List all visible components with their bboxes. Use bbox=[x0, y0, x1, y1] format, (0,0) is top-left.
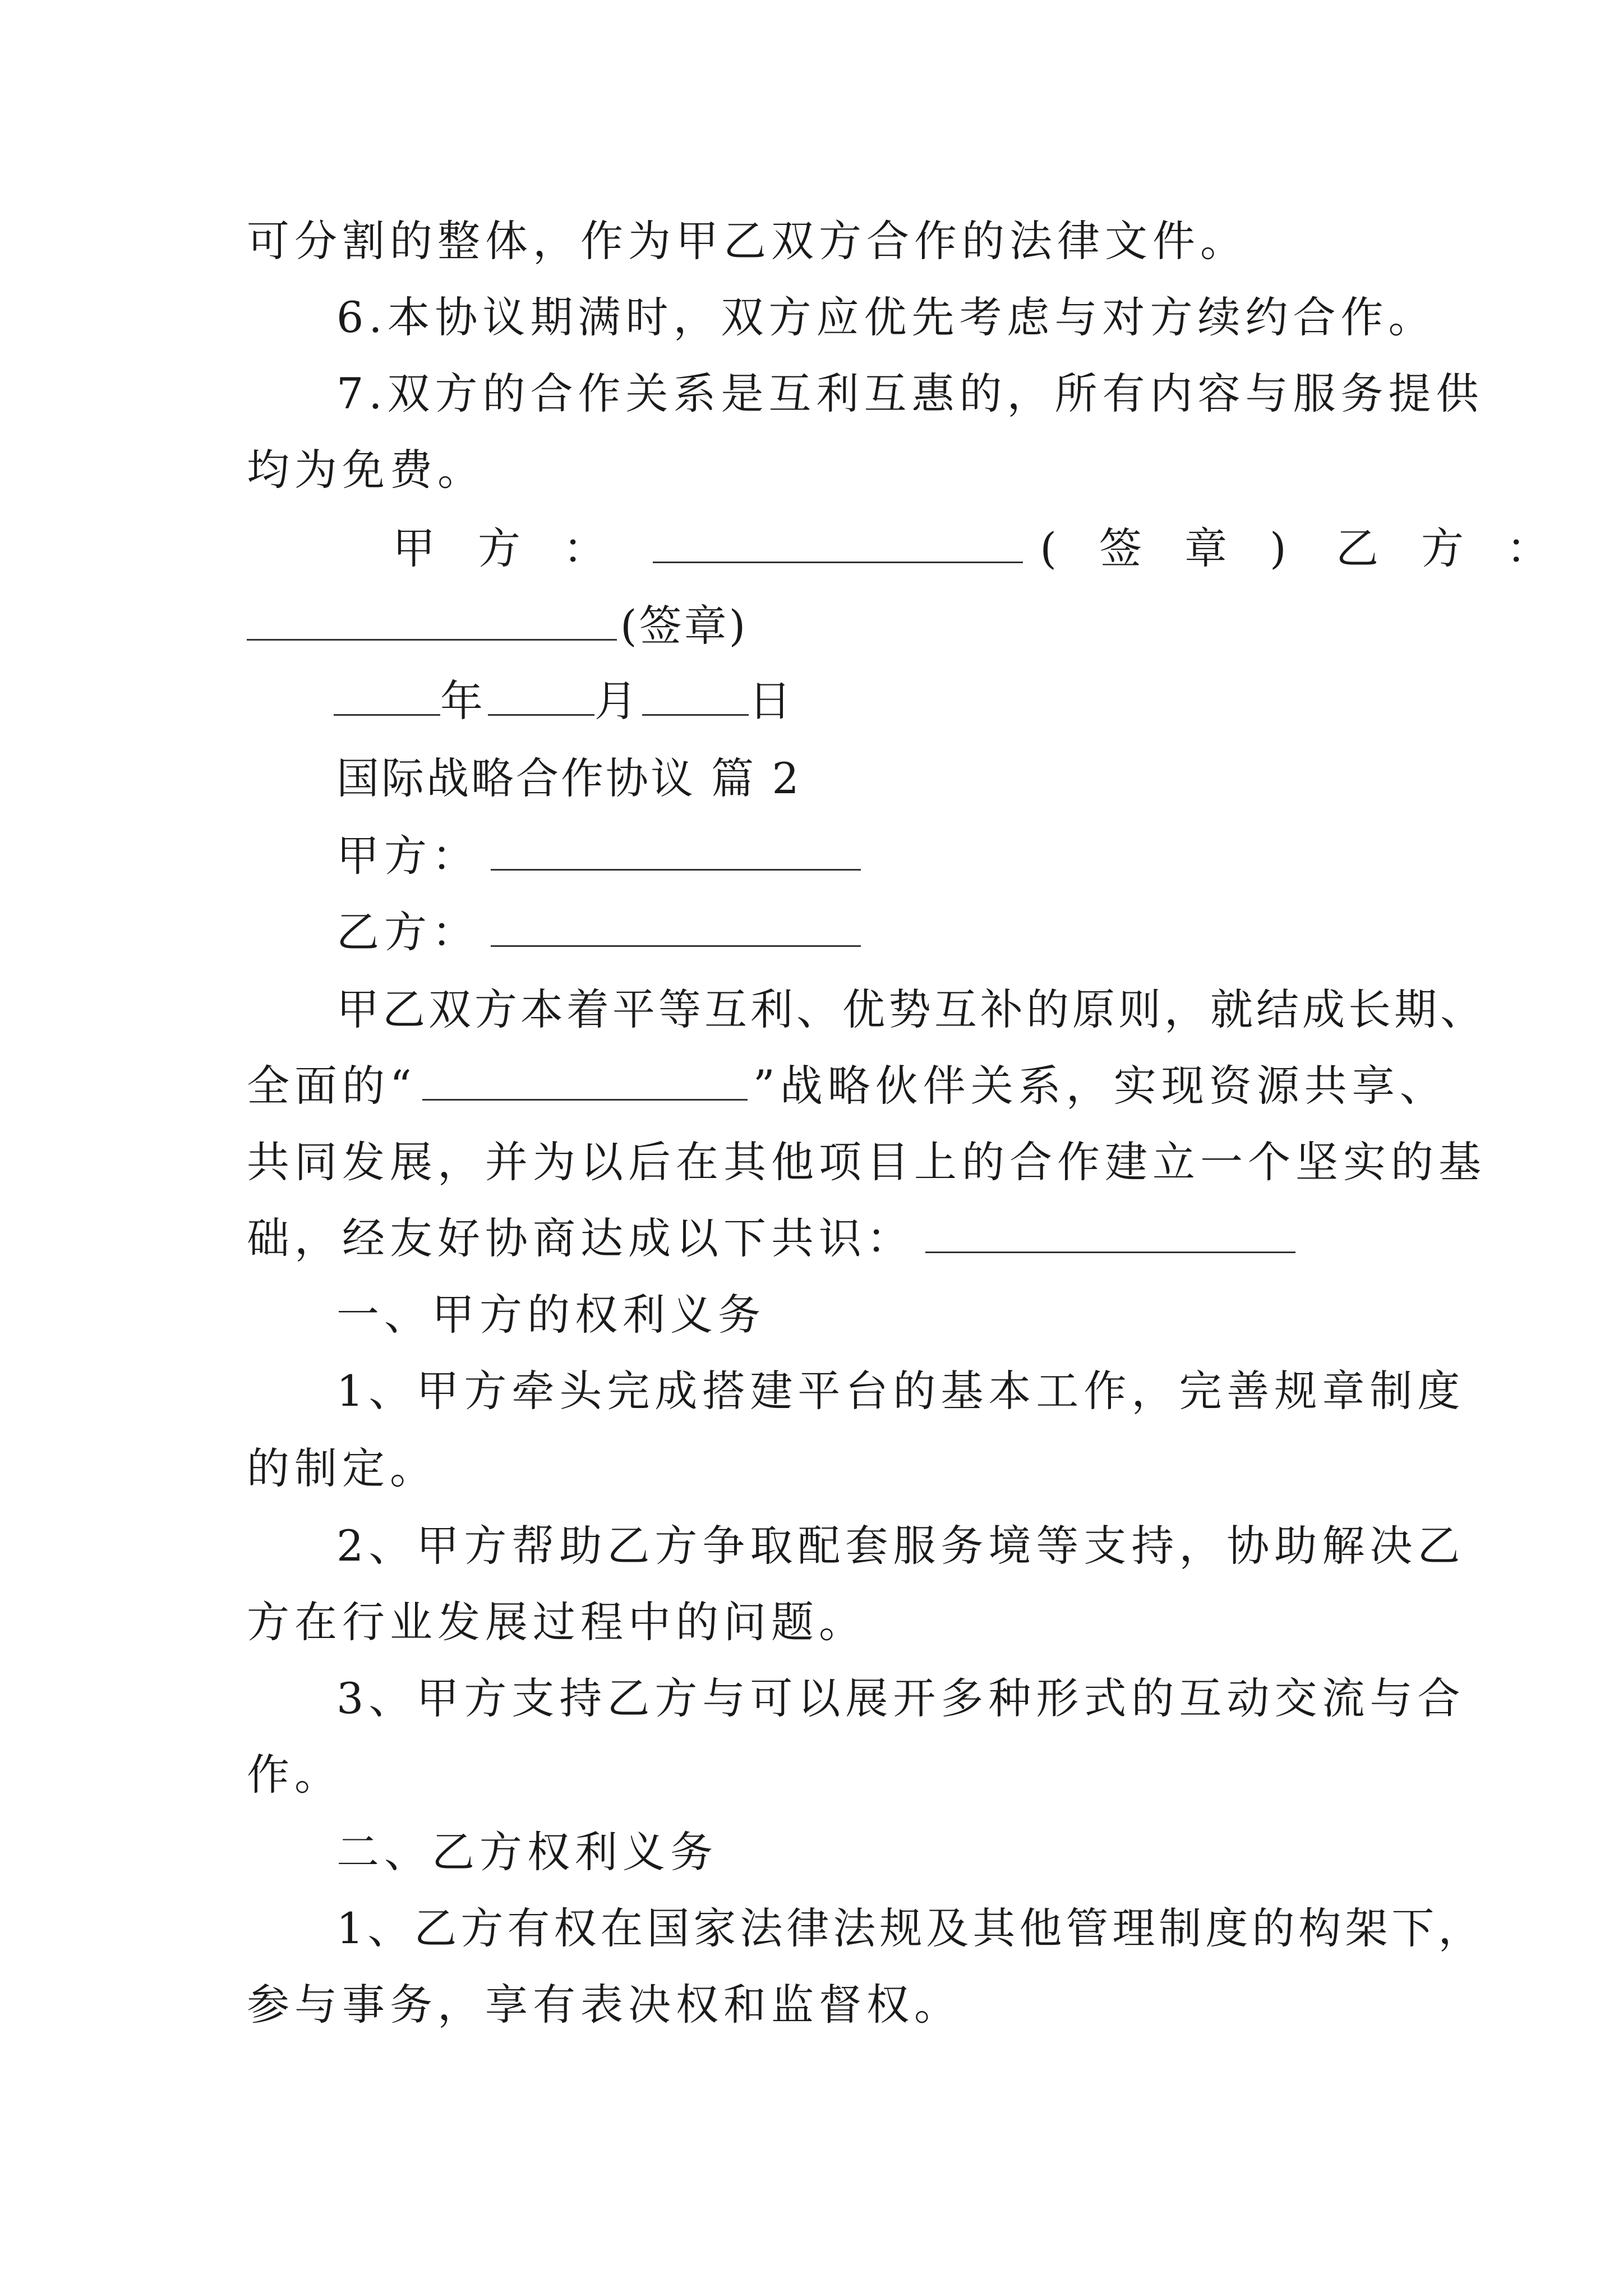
date-row bbox=[334, 676, 796, 726]
text-line: 均为免费。 bbox=[247, 445, 485, 495]
text-fragment: 全面的“ bbox=[247, 1061, 417, 1111]
party-b-blank bbox=[491, 945, 861, 947]
party-a-blank bbox=[491, 869, 861, 871]
text-line: 作。 bbox=[247, 1750, 342, 1800]
text-line: 7.双方的合作关系是互利互惠的，所有内容与服务提供 bbox=[336, 369, 1484, 418]
text-fragment: ”战略伙伴关系，实现资源共享、 bbox=[753, 1061, 1447, 1111]
party-b-field bbox=[336, 907, 864, 957]
signature-row-a bbox=[393, 523, 1549, 573]
day-label: 日 bbox=[749, 676, 796, 726]
heading-party-a-rights: 一、甲方的权利义务 bbox=[336, 1290, 766, 1340]
year-blank bbox=[334, 714, 440, 716]
signature-blank-b bbox=[247, 639, 617, 641]
year-label: 年 bbox=[440, 676, 488, 726]
month-blank bbox=[488, 714, 594, 716]
party-a-label: 甲 方 ： bbox=[393, 523, 606, 573]
seal-label-b: (签章) bbox=[620, 601, 748, 651]
party-b-label: 乙 方 ： bbox=[1336, 523, 1549, 573]
text-line: 方在行业发展过程中的问题。 bbox=[247, 1597, 866, 1647]
text-line: 3、甲方支持乙方与可以展开多种形式的互动交流与合 bbox=[336, 1673, 1465, 1723]
section-title: 国际战略合作协议 篇 2 bbox=[336, 753, 801, 803]
text-line: 共同发展，并为以后在其他项目上的合作建立一个坚实的基 bbox=[247, 1137, 1486, 1187]
text-line: 1、甲方牵头完成搭建平台的基本工作，完善规章制度 bbox=[336, 1366, 1465, 1416]
signature-blank-a bbox=[653, 562, 1023, 563]
text-line: 6.本协议期满时，双方应优先考虑与对方续约合作。 bbox=[336, 292, 1436, 342]
seal-label-a: ( 签 章 ) bbox=[1040, 523, 1287, 573]
party-b-field-label: 乙方： bbox=[336, 907, 479, 957]
month-label: 月 bbox=[594, 676, 642, 726]
text-line: 参与事务，享有表决权和监督权。 bbox=[247, 1980, 962, 2030]
party-a-field bbox=[336, 831, 864, 881]
text-line bbox=[247, 1061, 1447, 1111]
partnership-blank bbox=[422, 1099, 748, 1101]
heading-party-b-rights: 二、乙方权利义务 bbox=[336, 1827, 718, 1877]
text-fragment: 础，经友好协商达成以下共识： bbox=[247, 1213, 914, 1263]
text-line: 1、乙方有权在国家法律法规及其他管理制度的构架下， bbox=[336, 1903, 1485, 1953]
text-line bbox=[247, 1213, 1299, 1263]
text-line: 2、甲方帮助乙方争取配套服务境等支持，协助解决乙 bbox=[336, 1521, 1465, 1571]
signature-row-b bbox=[247, 601, 748, 651]
party-a-field-label: 甲方： bbox=[336, 831, 479, 881]
day-blank bbox=[642, 714, 749, 716]
text-line: 可分割的整体，作为甲乙双方合作的法律文件。 bbox=[247, 216, 1248, 266]
consensus-blank bbox=[925, 1251, 1295, 1253]
text-line: 的制定。 bbox=[247, 1443, 437, 1493]
text-line: 甲乙双方本着平等互利、优势互补的原则，就结成长期、 bbox=[336, 984, 1486, 1034]
